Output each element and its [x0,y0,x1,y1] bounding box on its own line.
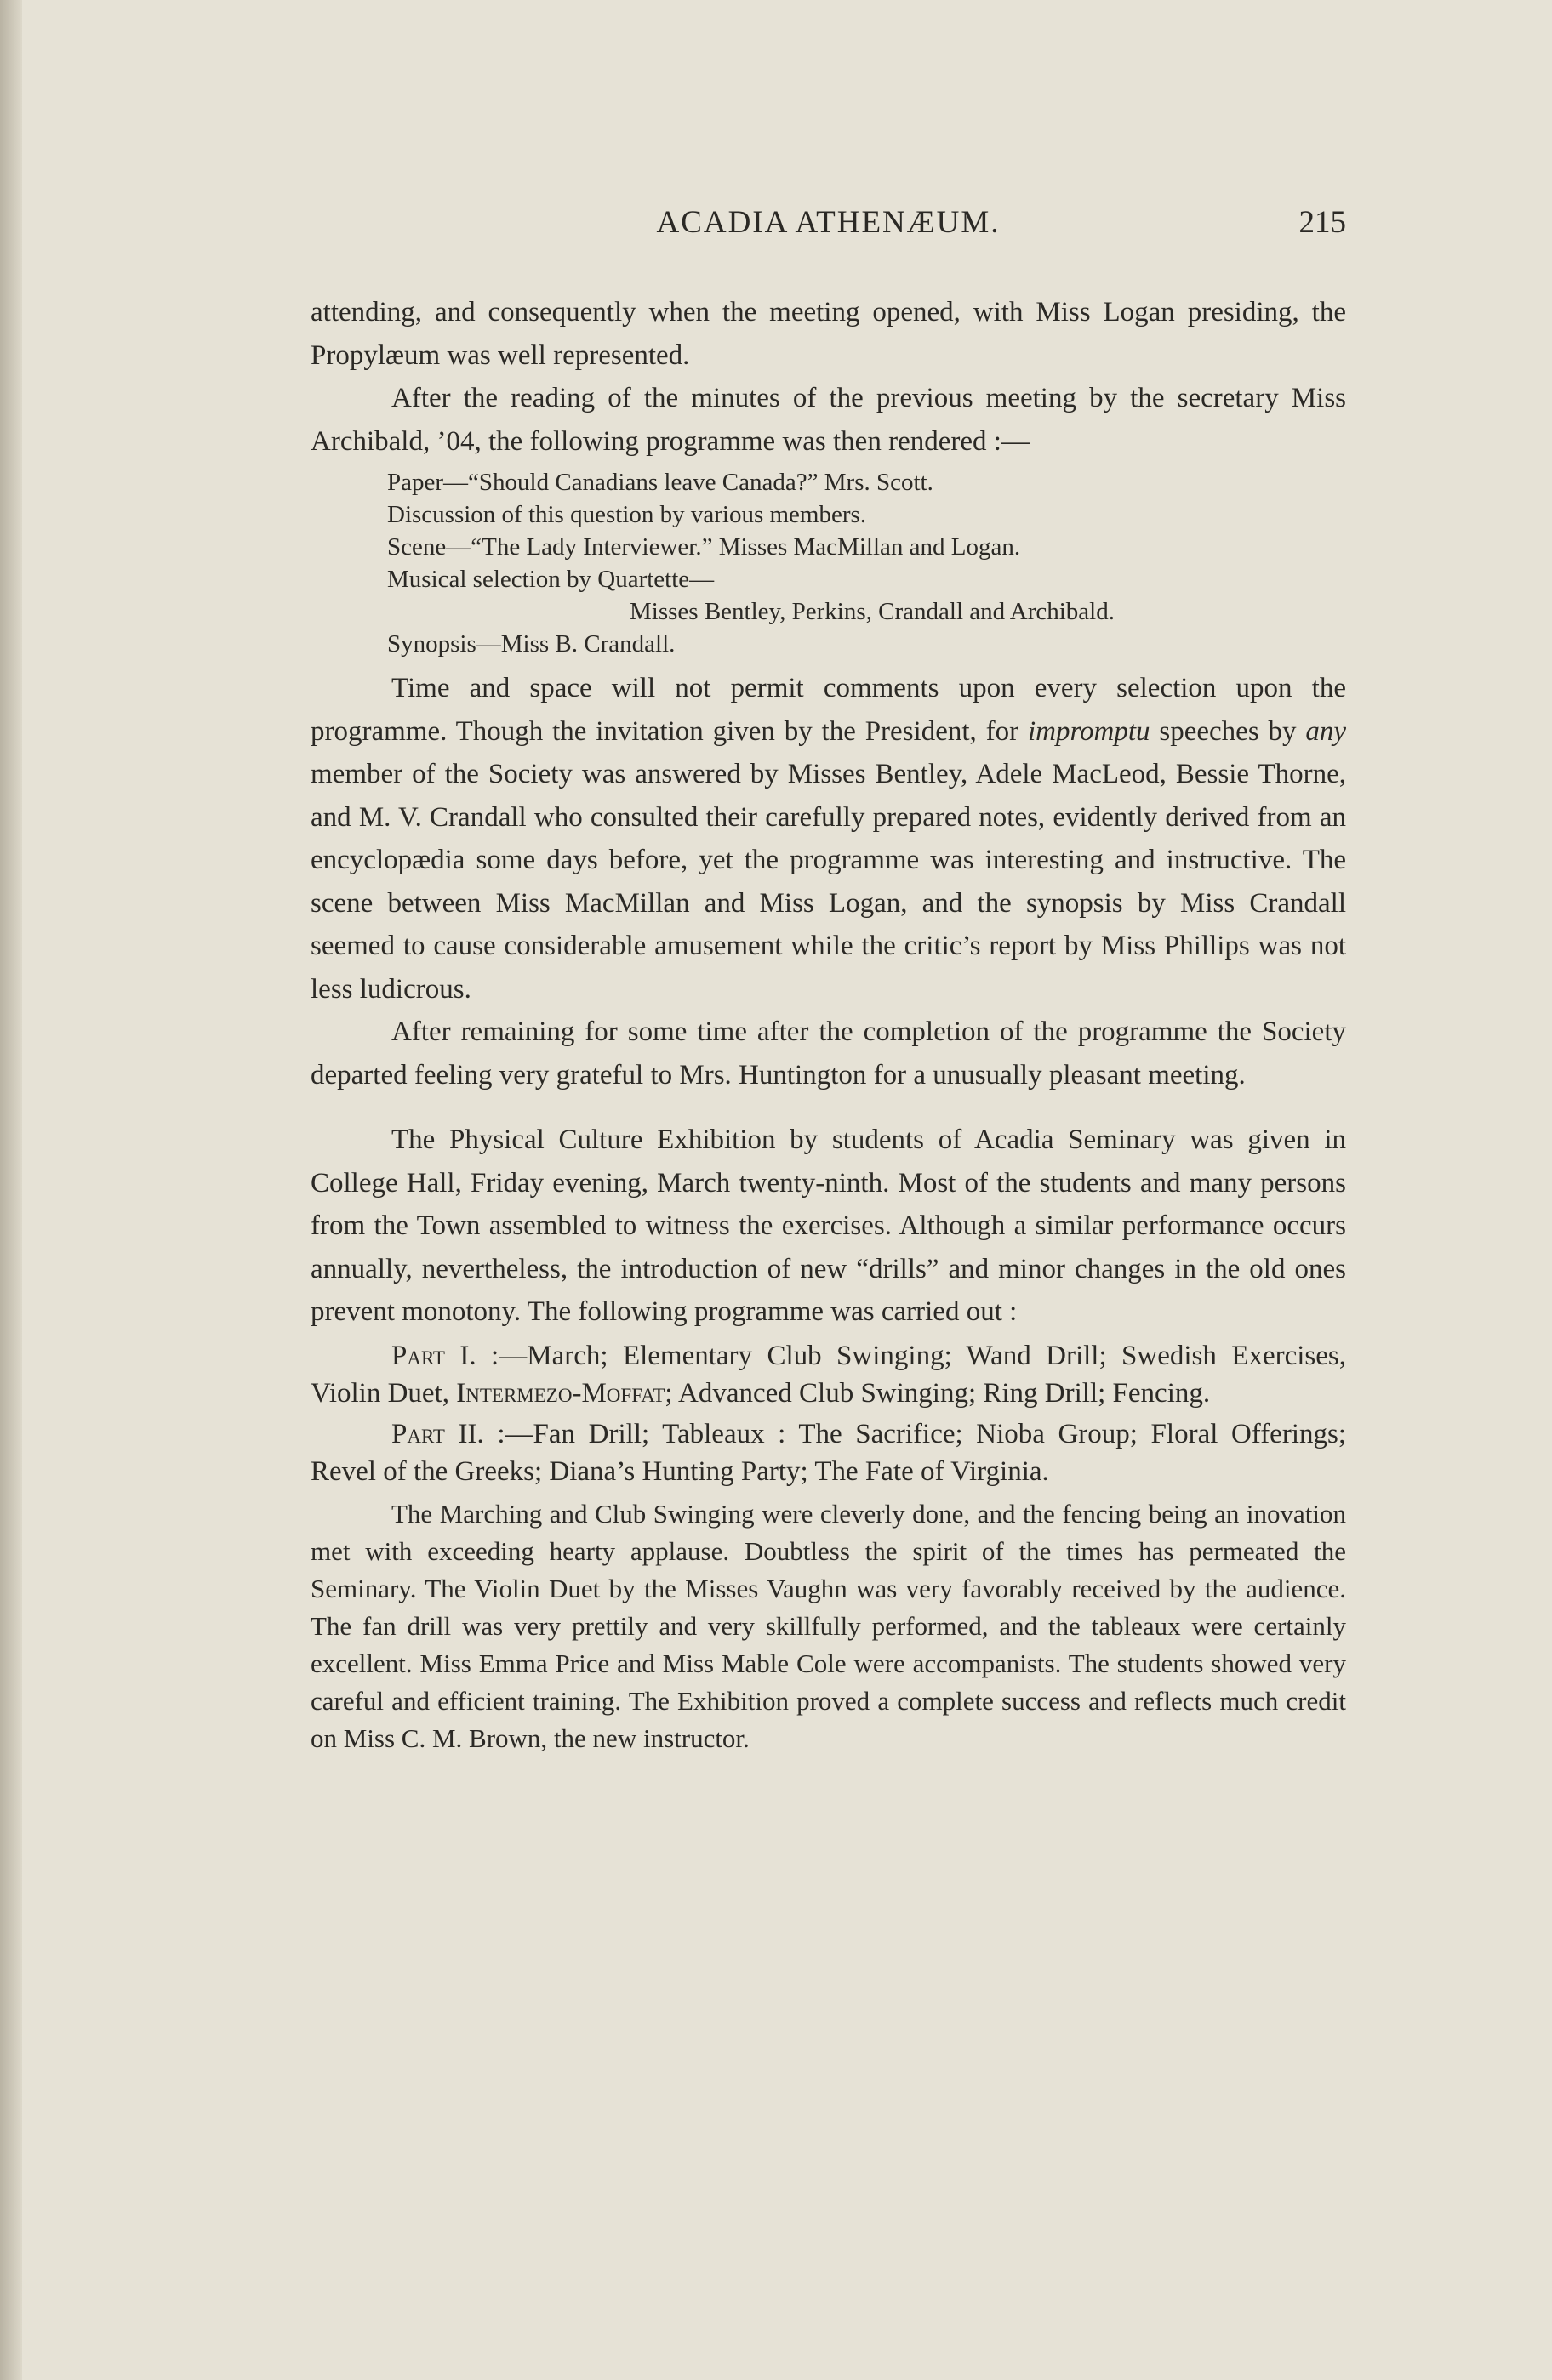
running-title: ACADIA ATHENÆUM. [656,205,1001,240]
part-2-text: :—Fan Drill; Tableaux : The Sacrifice; Nioba Group; Floral Offerings; Revel of the Greeks; Diana’s Hunting Party; The Fate of Virginia. [311,1418,1347,1487]
programme-item-performers: Misses Bentley, Perkins, Crandall and Archibald. [630,598,1115,625]
paragraph-5: The Physical Culture Exhibition by students of Acadia Seminary was given in College Hall, Friday evening, March twenty-ninth. Most of the students and many persons from the Town assembled to witness the exercises. Although a similar performance occurs annually, nevertheless, the introduction of new “drills” and minor changes in the old ones prevent monotony. The following programme was carried out : [311,1125,1346,1327]
paragraph-3-text: member of the Society was answered by Misses Bentley, Adele MacLeod, Bessie Thorne, and M. V. Crandall who consulted their carefully prepared notes, evidently derived from an encyclopædia some days before, yet the programme was interesting and instructive. The scene between Miss MacMillan and Miss Logan, and the synopsis by Miss Crandall seemed to cause considerable amusement while the critic’s report by Miss Phillips was not less ludicrous. [311,759,1346,1005]
part-1-smallcaps: Intermezo-Moffat [456,1377,665,1409]
page-number: 215 [1298,205,1346,240]
programme-item: Synopsis—Miss B. Crandall. [387,630,676,658]
exhibition-programme [311,1337,1346,1490]
paragraph-1: attending, and consequently when the meeting opened, with Miss Logan presiding, the Propylæum was well represented. [311,297,1346,371]
programme-item: Musical selection by Quartette— [387,566,715,593]
part-1-text: ; Advanced Club Swinging; Ring Drill; Fencing. [665,1377,1211,1409]
italic-any: any [1305,715,1346,747]
paragraph-4: After remaining for some time after the completion of the programme the Society departed feeling very grateful to Mrs. Huntington for a unusually pleasant meeting. [311,1016,1346,1090]
paragraph-3-text: Time and space will not permit comments upon every selection upon the programme. Though the invitation given by the President, for [311,673,1346,747]
part-1-text: :—March; Elementary Club Swinging; Wand Drill; Swedish Exercises, Violin Duet, [311,1340,1346,1409]
part-2 [311,1415,1346,1490]
part-2-label: Part II. [391,1418,484,1449]
paragraph-2: After the reading of the minutes of the previous meeting by the secretary Miss Archibald, ’04, the following programme was then rendered :— [311,383,1346,457]
programme-item: Scene—“The Lady Interviewer.” Misses MacMillan and Logan. [387,533,1021,561]
paragraph-3 [311,667,1346,1011]
part-1-label: Part I. [391,1340,476,1371]
page-header [311,204,1346,264]
page-binding-edge [0,0,22,2380]
part-1 [311,1337,1346,1412]
paragraph-3-text: speeches by [1150,715,1306,747]
programme-item: Paper—“Should Canadians leave Canada?” Mrs. Scott. [387,469,933,496]
section-break [311,1096,1346,1119]
paragraph-6: The Marching and Club Swinging were cleverly done, and the fencing being an inovation met with exceeding hearty applause. Doubtless the spirit of the times has permeated the Seminary. The Violin Duet by the Misses Vaughn was very favorably received by the audience. The fan drill was very prettily and very skillfully performed, and the tableaux were certainly excellent. Miss Emma Price and Miss Mable Cole were accompanists. The students showed very careful and efficient training. The Exhibition proved a complete success and reflects much credit on Miss C. M. Brown, the new instructor. [311,1498,1346,1753]
text-column [311,204,1346,1757]
programme-item: Discussion of this question by various members. [387,501,867,528]
propylaeum-programme [387,466,1346,660]
italic-impromptu: impromptu [1027,715,1150,747]
